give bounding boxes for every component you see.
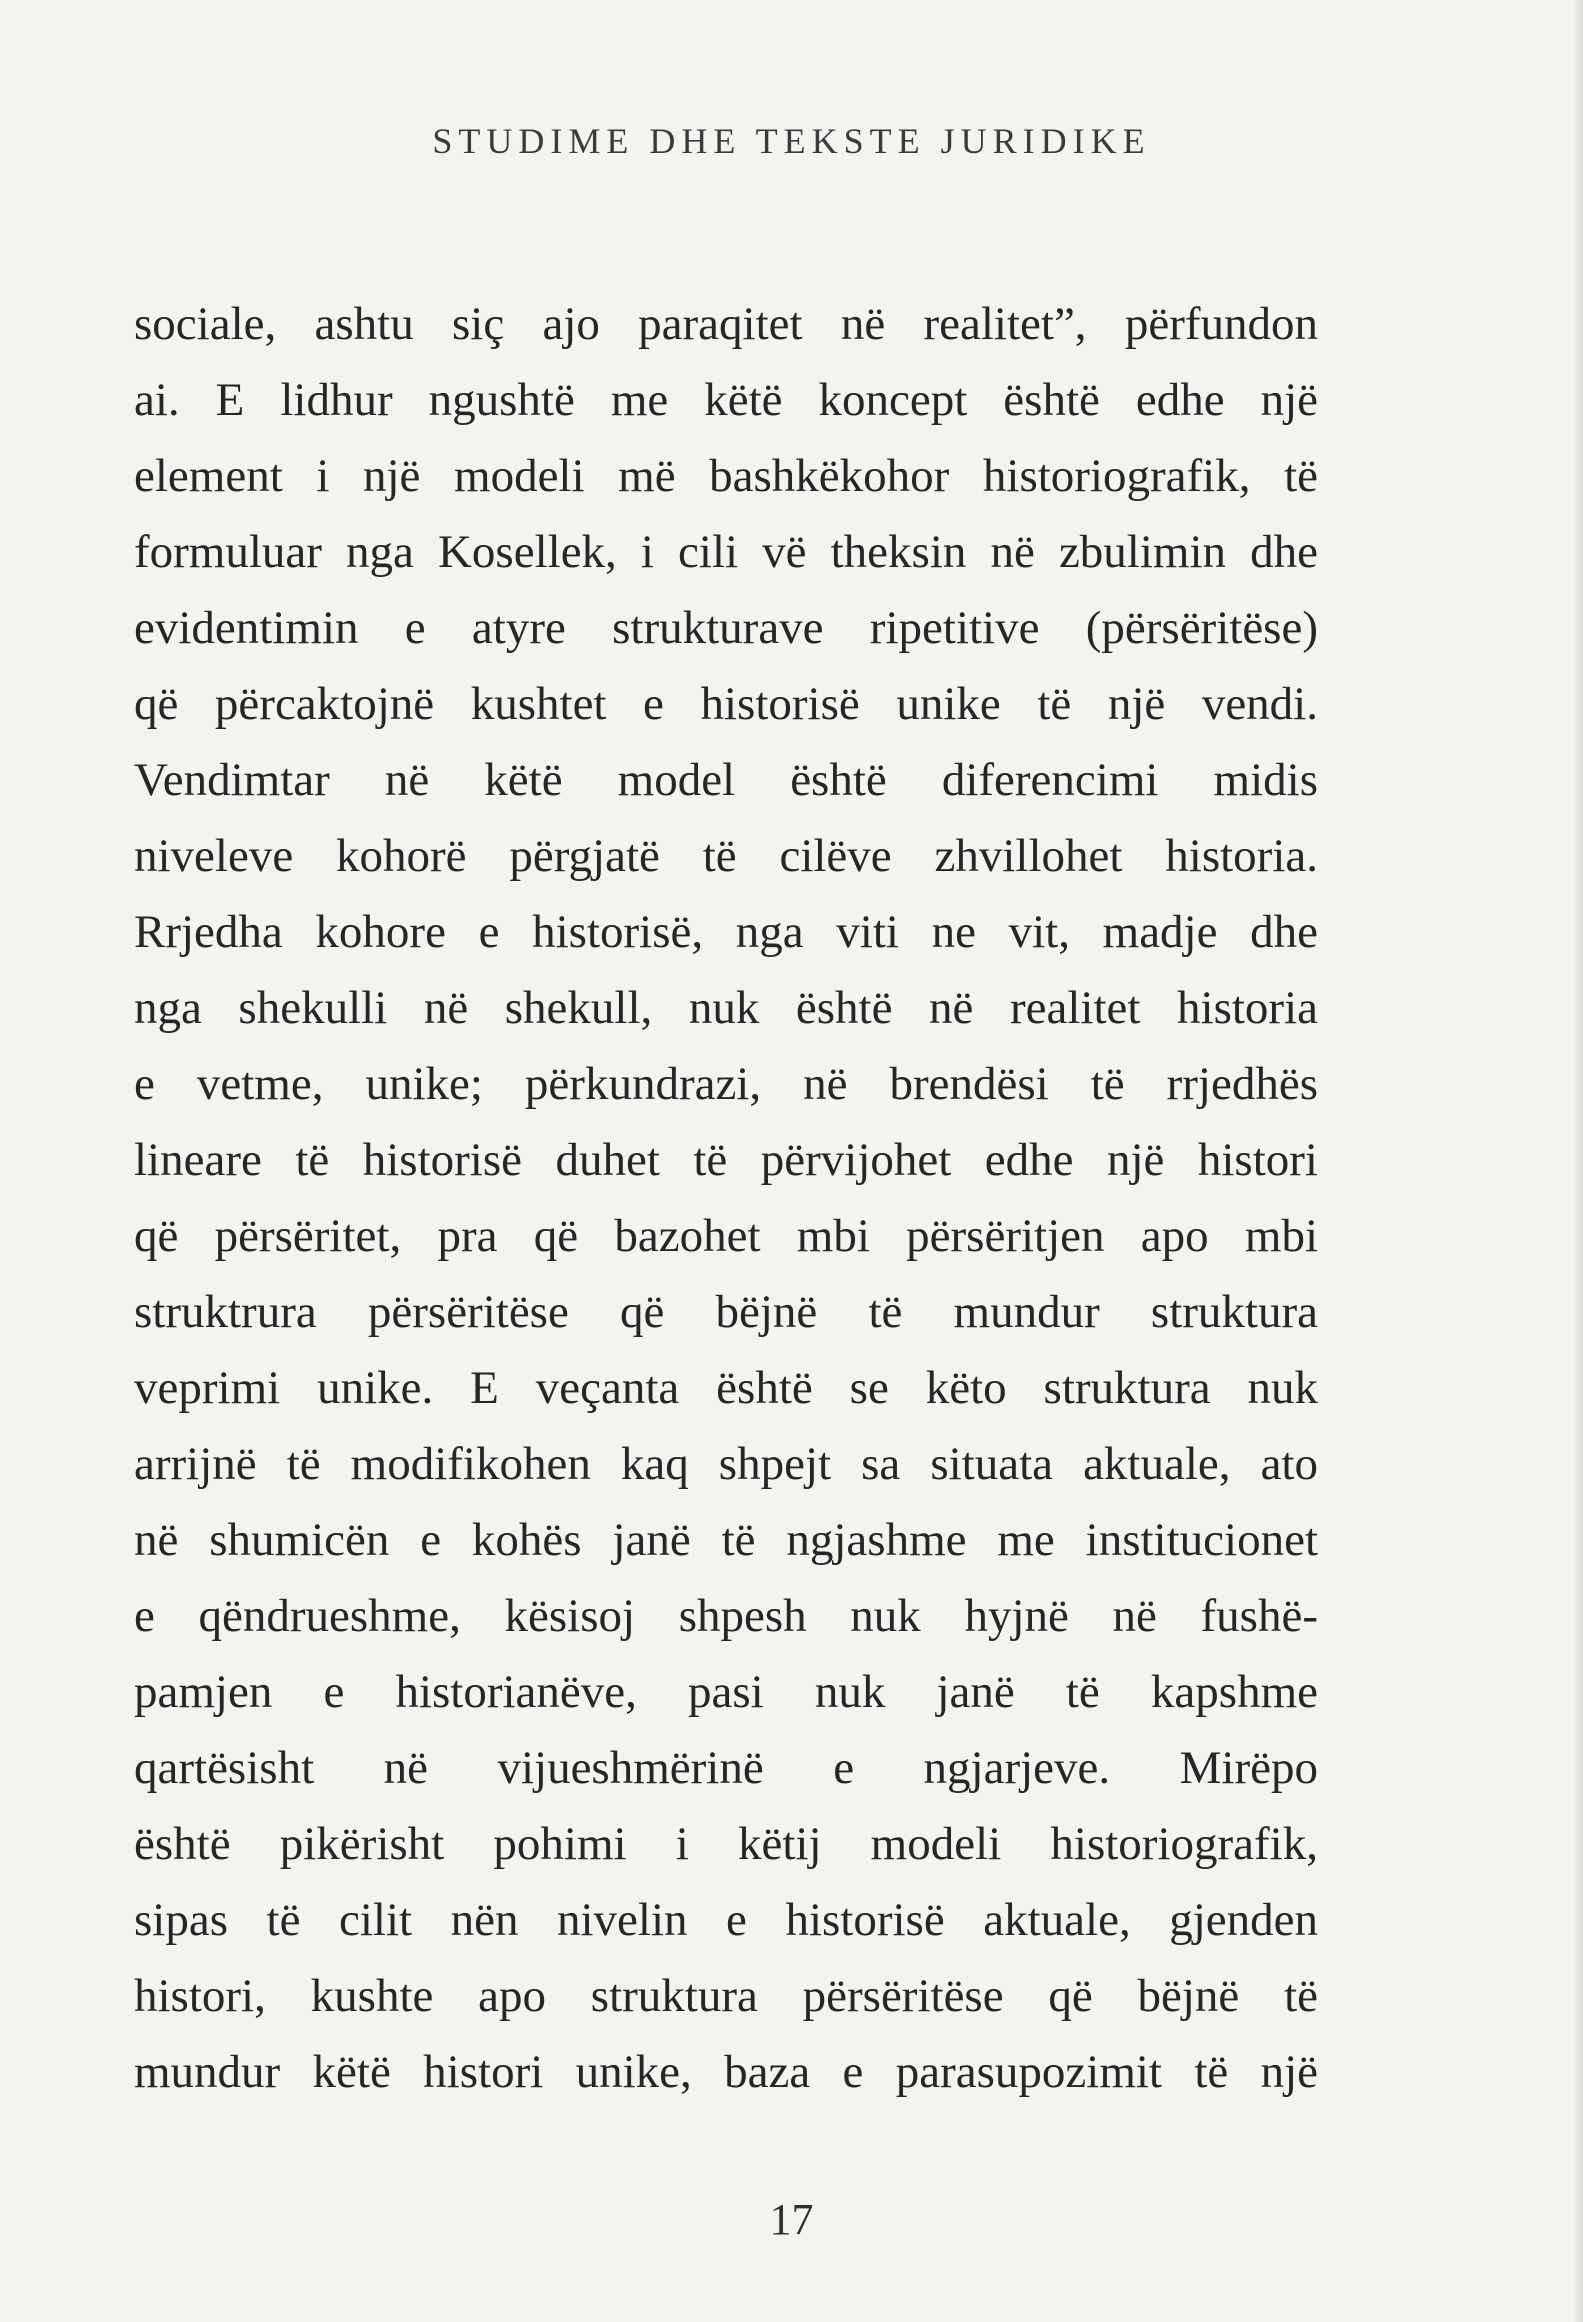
text-line-24: mundur këtë histori unike, baza e parasupozimit të një <box>134 2046 1318 2098</box>
text-line-19: pamjen e historianëve, pasi nuk janë të kapshme <box>134 1666 1318 1718</box>
text-line-21: është pikërisht pohimi i këtij modeli historiografik, <box>134 1818 1318 1870</box>
text-line-2: ai. E lidhur ngushtë me këtë koncept është edhe një <box>134 374 1318 426</box>
text-line-23: histori, kushte apo struktura përsëritëse që bëjnë të <box>134 1970 1318 2022</box>
text-line-16: arrijnë të modifikohen kaq shpejt sa situata aktuale, ato <box>134 1438 1318 1490</box>
text-line-11: e vetme, unike; përkundrazi, në brendësi të rrjedhës <box>134 1058 1318 1110</box>
text-line-14: struktrura përsëritëse që bëjnë të mundur struktura <box>134 1286 1318 1338</box>
text-line-13: që përsëritet, pra që bazohet mbi përsëritjen apo mbi <box>134 1210 1318 1262</box>
text-line-18: e qëndrueshme, kësisoj shpesh nuk hyjnë në fushë- <box>134 1590 1318 1642</box>
text-line-12: lineare të historisë duhet të përvijohet edhe një histori <box>134 1134 1318 1186</box>
text-line-20: qartësisht në vijueshmërinë e ngjarjeve. Mirëpo <box>134 1742 1318 1794</box>
text-line-9: Rrjedha kohore e historisë, nga viti ne vit, madje dhe <box>134 906 1318 958</box>
text-line-22: sipas të cilit nën nivelin e historisë aktuale, gjenden <box>134 1894 1318 1946</box>
body-text <box>134 286 1318 2110</box>
text-line-8: niveleve kohorë përgjatë të cilëve zhvillohet historia. <box>134 830 1318 882</box>
running-header: STUDIME DHE TEKSTE JURIDIKE <box>432 121 1151 161</box>
text-line-17: në shumicën e kohës janë të ngjashme me institucionet <box>134 1514 1318 1566</box>
text-line-7: Vendimtar në këtë model është diferencimi midis <box>134 754 1318 806</box>
text-line-3: element i një modeli më bashkëkohor historiografik, të <box>134 450 1318 502</box>
page-number: 17 <box>769 2195 814 2244</box>
text-line-1: sociale, ashtu siç ajo paraqitet në realitet”, përfundon <box>134 298 1318 350</box>
text-line-15: veprimi unike. E veçanta është se këto struktura nuk <box>134 1362 1318 1414</box>
text-line-5: evidentimin e atyre strukturave ripetitive (përsëritëse) <box>134 602 1318 654</box>
text-line-4: formuluar nga Kosellek, i cili vë theksin në zbulimin dhe <box>134 526 1318 578</box>
text-line-10: nga shekulli në shekull, nuk është në realitet historia <box>134 982 1318 1034</box>
text-line-6: që përcaktojnë kushtet e historisë unike të një vendi. <box>134 678 1318 730</box>
page-edge <box>1573 0 1583 2322</box>
